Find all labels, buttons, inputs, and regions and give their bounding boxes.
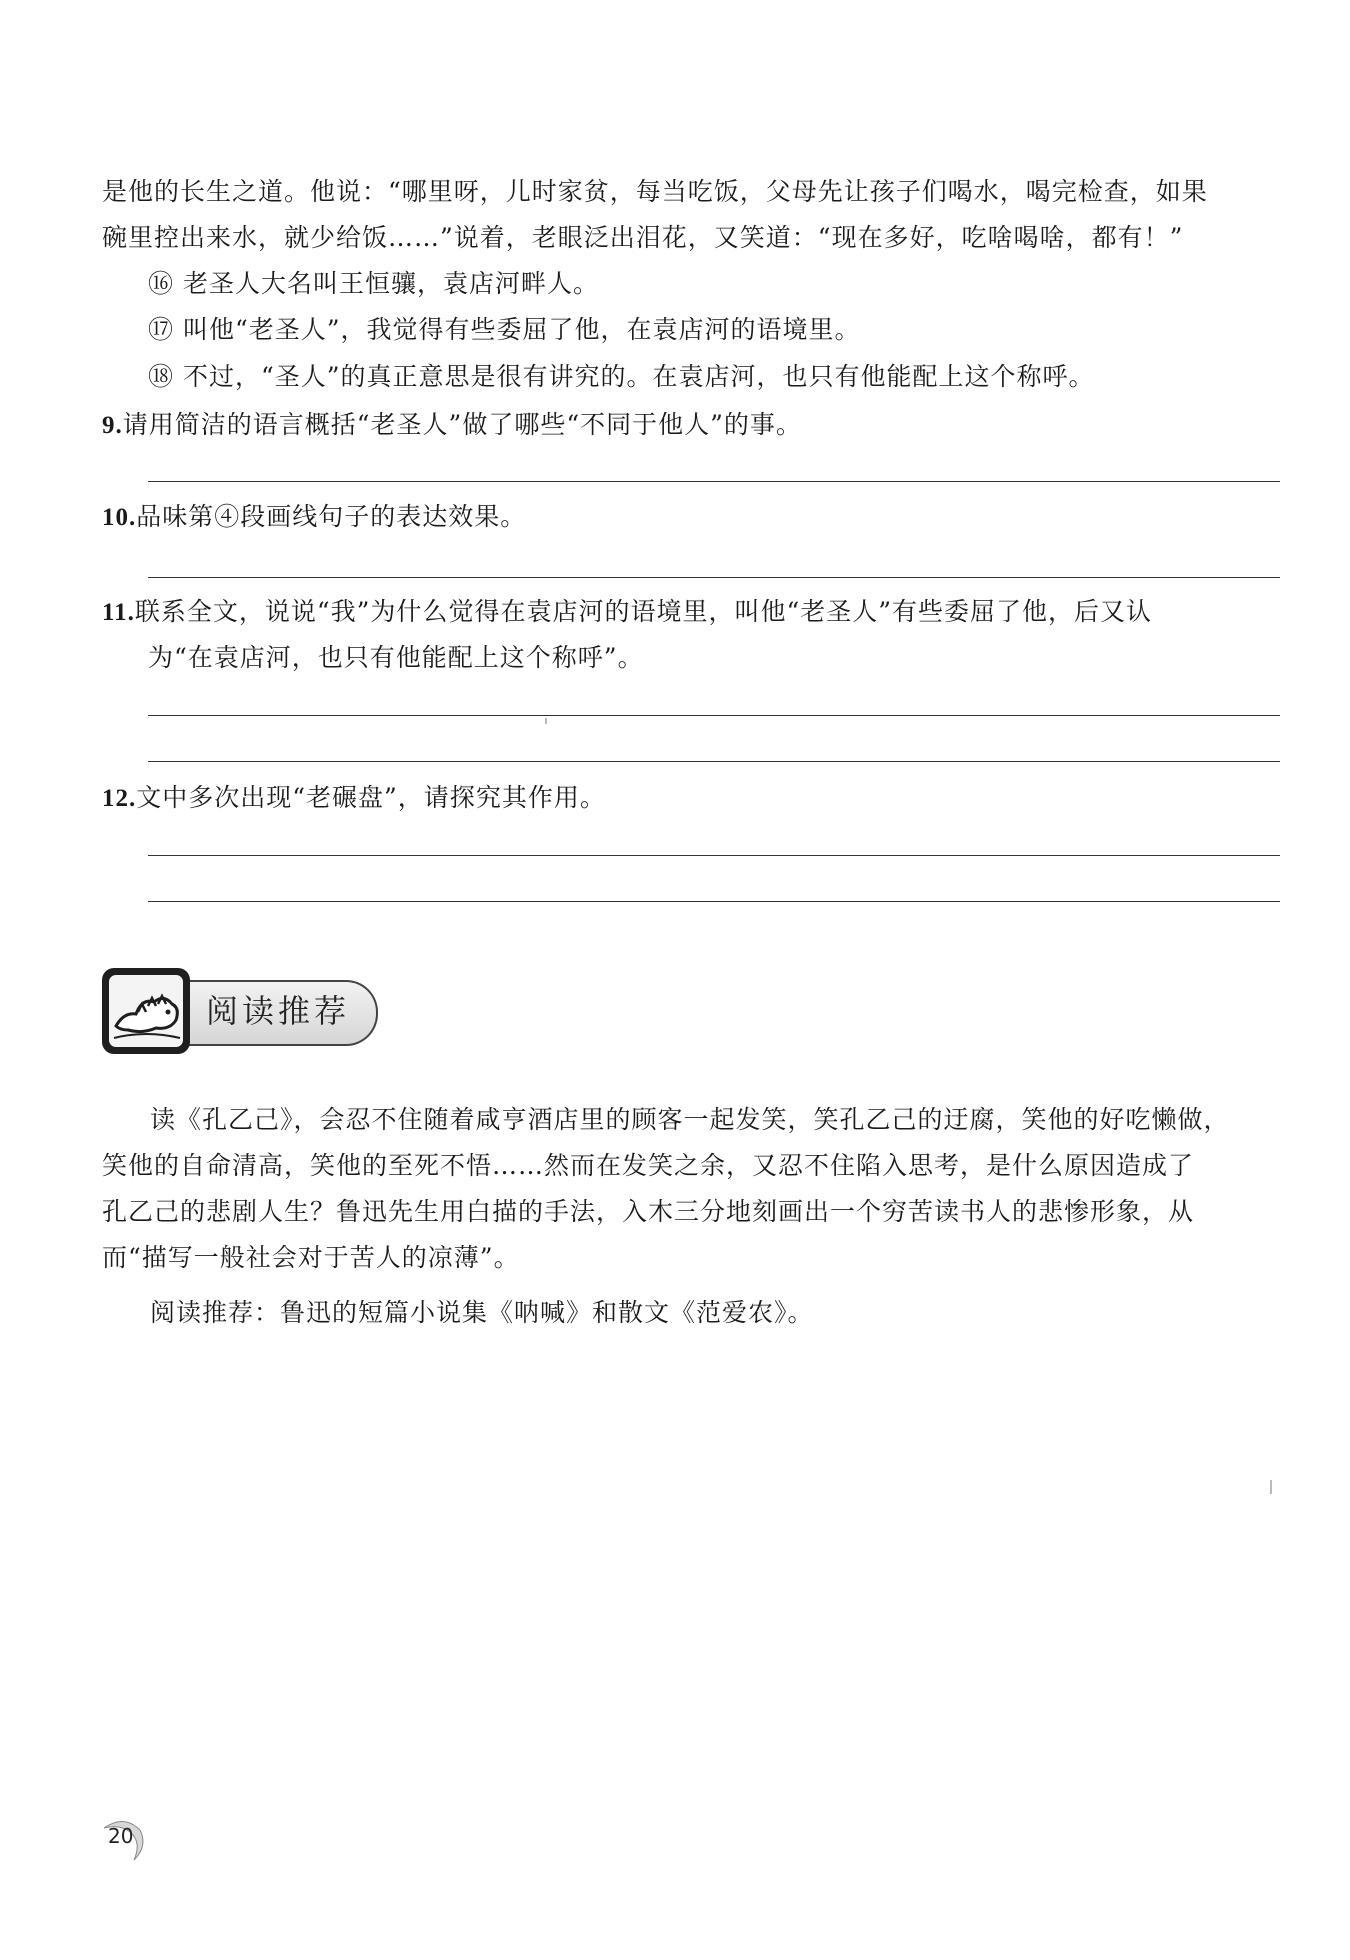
- question-text: 请用简洁的语言概括“老圣人”做了哪些“不同于他人”的事。: [122, 410, 802, 439]
- page-number: 20: [108, 1824, 134, 1848]
- recommend-line-3: 孔乙己的悲剧人生？鲁迅先生用白描的手法，入木三分地刻画出一个穷苦读书人的悲惨形象，从: [102, 1197, 1195, 1226]
- dinosaur-icon: [102, 968, 190, 1054]
- question-9: [102, 402, 1280, 449]
- answer-line[interactable]: [148, 481, 1280, 482]
- answer-line[interactable]: [148, 855, 1280, 856]
- question-11-continuation: 为“在袁店河，也只有他能配上这个称呼”。: [148, 643, 644, 672]
- story-paragraph-18: ⑱ 不过，“圣人”的真正意思是很有讲究的。在袁店河，也只有他能配上这个称呼。: [148, 362, 1095, 391]
- question-number: 10.: [102, 504, 137, 531]
- answer-line[interactable]: [148, 715, 1280, 716]
- question-number: 12.: [102, 785, 137, 812]
- question-12: [102, 775, 1280, 822]
- section-icon-box: [102, 968, 190, 1054]
- scan-speck: [545, 718, 547, 724]
- question-text: 联系全文，说说“我”为什么觉得在袁店河的语境里，叫他“老圣人”有些委屈了他，后又认: [134, 597, 1153, 626]
- recommend-line-1: 读《孔乙己》，会忍不住随着咸亨酒店里的顾客一起发笑，笑孔乙己的迂腐，笑他的好吃懒做，: [150, 1105, 1230, 1134]
- question-10: [102, 494, 1280, 541]
- section-title: 阅读推荐: [206, 992, 351, 1030]
- answer-line[interactable]: [148, 761, 1280, 762]
- question-text: 品味第④段画线句子的表达效果。: [136, 502, 527, 531]
- story-paragraph-16: ⑯ 老圣人大名叫王恒骧，袁店河畔人。: [148, 269, 599, 298]
- story-paragraph-17: ⑰ 叫他“老圣人”，我觉得有些委屈了他，在袁店河的语境里。: [148, 315, 861, 344]
- scan-speck: [1270, 1480, 1272, 1494]
- section-badge: [102, 968, 380, 1054]
- recommend-line-5: 阅读推荐：鲁迅的短篇小说集《呐喊》和散文《范爱农》。: [150, 1298, 814, 1327]
- page-number-badge: [98, 1812, 148, 1862]
- recommend-line-4: 而“描写一般社会对于苦人的凉薄”。: [102, 1243, 520, 1272]
- question-number: 9.: [102, 412, 123, 439]
- question-number: 11.: [102, 599, 135, 626]
- story-line-1: 是他的长生之道。他说：“哪里呀，儿时家贫，每当吃饭，父母先让孩子们喝水，喝完检查，如果: [102, 177, 1208, 206]
- recommend-line-2: 笑他的自命清高，笑他的至死不悟……然而在发笑之余，又忍不住陷入思考，是什么原因造成了: [102, 1151, 1195, 1180]
- question-text: 文中多次出现“老碾盘”，请探究其作用。: [136, 783, 606, 812]
- story-line-2: 碗里控出来水，就少给饭……”说着，老眼泛出泪花，又笑道：“现在多好，吃啥喝啥，都有！”: [102, 223, 1184, 252]
- answer-line[interactable]: [148, 577, 1280, 578]
- question-11: [102, 589, 1280, 636]
- answer-line[interactable]: [148, 901, 1280, 902]
